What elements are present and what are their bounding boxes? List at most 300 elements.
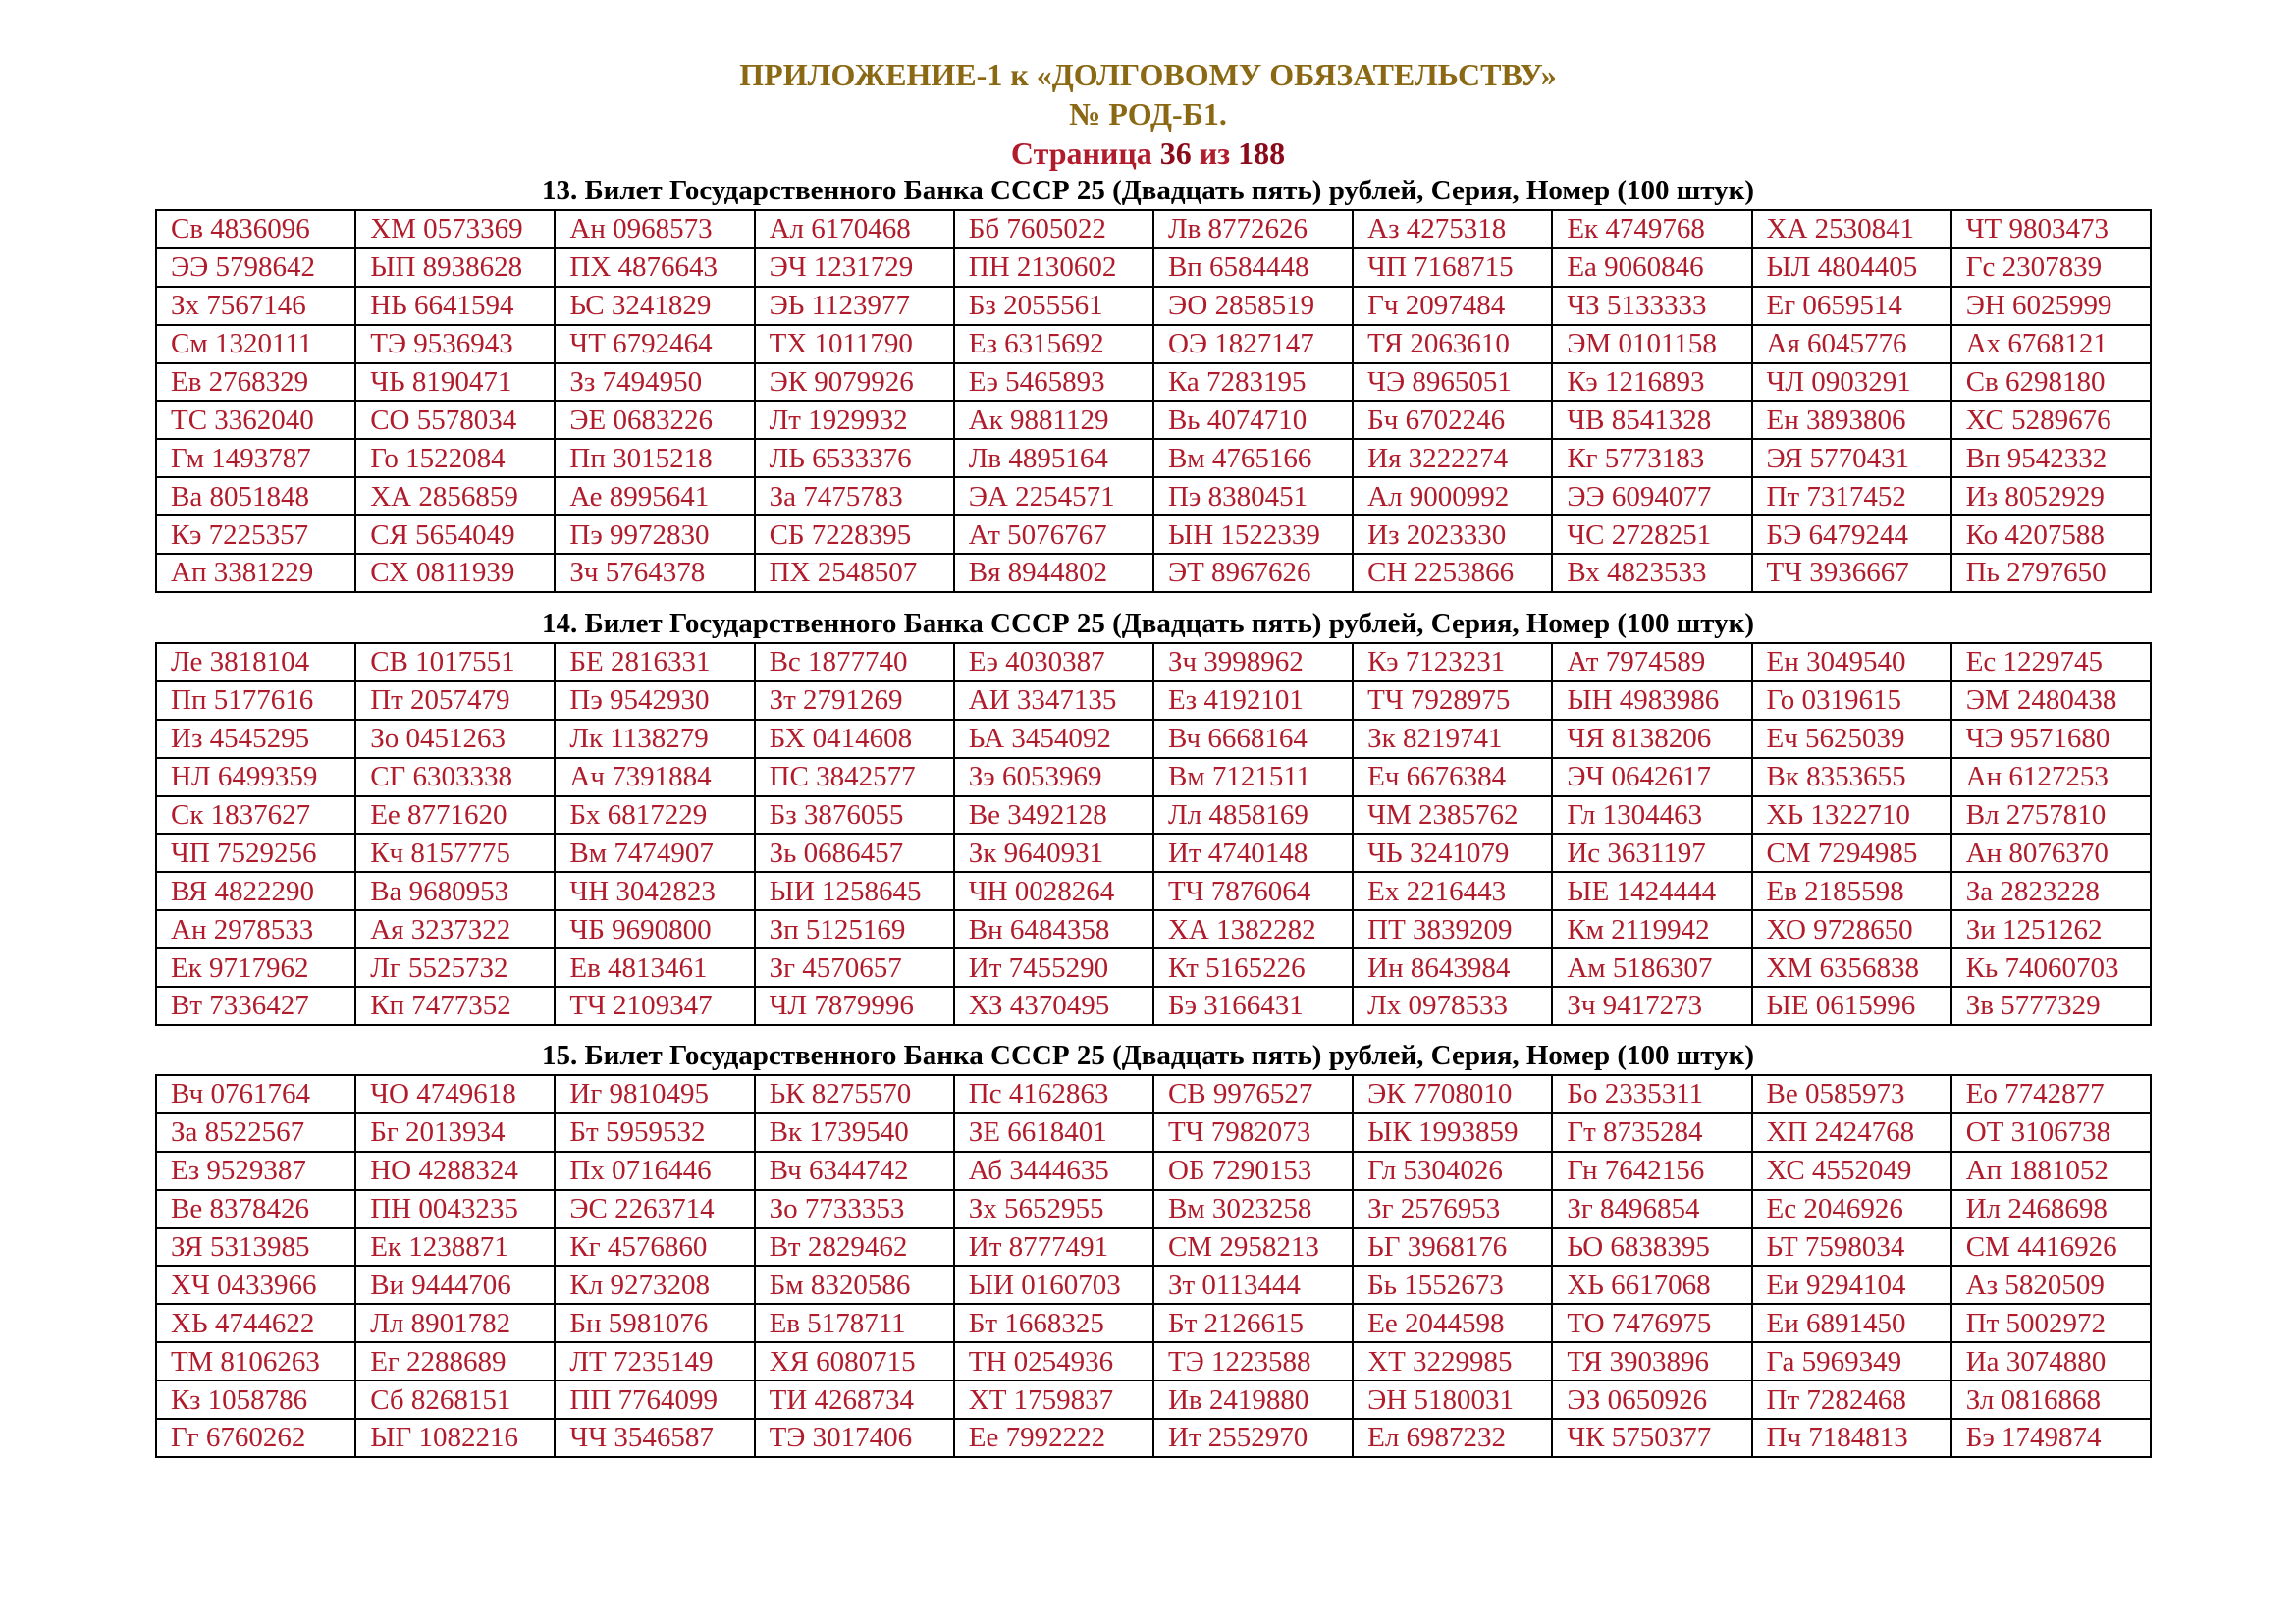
serial-cell: ЫК 1993859 [1353, 1113, 1552, 1152]
table-row [156, 910, 2151, 948]
serial-cell: ЧЬ 3241079 [1353, 834, 1552, 872]
section-title: 14. Билет Государственного Банка СССР 25 (Двадцать пять) рублей, Серия, Номер (100 штук) [541, 608, 1755, 639]
serial-cell: ЭЗ 0650926 [1552, 1380, 1751, 1419]
serial-cell: Аз 4275318 [1353, 210, 1552, 248]
table-row [156, 1113, 2151, 1152]
serial-cell: ПХ 2548507 [755, 554, 954, 592]
serial-cell: Пэ 9542930 [555, 681, 754, 720]
serial-cell: Ам 5186307 [1552, 948, 1751, 987]
serial-cell: ЧМ 2385762 [1353, 796, 1552, 835]
serial-cell: Сб 8268151 [355, 1380, 555, 1419]
table-row [156, 287, 2151, 325]
serial-cell: ЭО 2858519 [1153, 287, 1353, 325]
serial-cell: СМ 4416926 [1951, 1228, 2151, 1267]
serial-cell: ЬК 8275570 [755, 1075, 954, 1113]
serial-cell: Ве 0585973 [1752, 1075, 1951, 1113]
serial-cell: Вт 2829462 [755, 1228, 954, 1267]
serial-cell: Ен 3893806 [1752, 401, 1951, 439]
serial-cell: НЬ 6641594 [355, 287, 555, 325]
table-row [156, 439, 2151, 477]
serial-cell: ЭА 2254571 [954, 477, 1153, 515]
serial-cell: Зч 9417273 [1552, 987, 1751, 1025]
serial-cell: Кэ 7123231 [1353, 643, 1552, 681]
serial-cell: Гс 2307839 [1951, 248, 2151, 287]
serial-cell: Пс 4162863 [954, 1075, 1153, 1113]
serial-cell: Кэ 7225357 [156, 515, 355, 554]
serial-cell: БЭ 6479244 [1752, 515, 1951, 554]
serial-cell: ХМ 6356838 [1752, 948, 1951, 987]
serial-cell: ЛЬ 6533376 [755, 439, 954, 477]
serial-cell: ТЧ 7982073 [1153, 1113, 1353, 1152]
table-row [156, 210, 2151, 248]
serial-cell: ЧП 7529256 [156, 834, 355, 872]
serial-cell: Вм 4765166 [1153, 439, 1353, 477]
serial-cell: Зи 1251262 [1951, 910, 2151, 948]
table-row [156, 987, 2151, 1025]
serial-cell: Бт 5959532 [555, 1113, 754, 1152]
serial-cell: Кч 8157775 [355, 834, 555, 872]
serial-cell: Ск 1837627 [156, 796, 355, 835]
serial-cell: Бз 2055561 [954, 287, 1153, 325]
serial-cell: Ег 2288689 [355, 1342, 555, 1380]
serial-cell: Га 5969349 [1752, 1342, 1951, 1380]
serial-cell: Ес 2046926 [1752, 1190, 1951, 1228]
serial-cell: Ез 4192101 [1153, 681, 1353, 720]
table-row [156, 796, 2151, 835]
table-row [156, 1075, 2151, 1113]
serial-cell: СХ 0811939 [355, 554, 555, 592]
serial-cell: ЧЧ 3546587 [555, 1419, 754, 1457]
serial-cell: Еа 9060846 [1552, 248, 1751, 287]
serial-cell: Ве 3492128 [954, 796, 1153, 835]
serial-cell: Бч 6702246 [1353, 401, 1552, 439]
serial-cell: ЭЬ 1123977 [755, 287, 954, 325]
table-row [156, 834, 2151, 872]
serial-cell: Го 0319615 [1752, 681, 1951, 720]
serial-cell: ЭК 7708010 [1353, 1075, 1552, 1113]
serial-cell: Ил 2468698 [1951, 1190, 2151, 1228]
serial-cell: Кг 5773183 [1552, 439, 1751, 477]
serial-cell: Пь 2797650 [1951, 554, 2151, 592]
serial-cell: Зч 5764378 [555, 554, 754, 592]
serial-cell: ТИ 4268734 [755, 1380, 954, 1419]
serial-cell: ЬС 3241829 [555, 287, 754, 325]
serial-cell: Бг 2013934 [355, 1113, 555, 1152]
serial-cell: Бб 7605022 [954, 210, 1153, 248]
serial-cell: Зг 2576953 [1353, 1190, 1552, 1228]
page-total: 188 [1238, 135, 1286, 171]
serial-cell: Лк 1138279 [555, 720, 754, 758]
serial-cell: Ап 3381229 [156, 554, 355, 592]
serial-cell: ЬА 3454092 [954, 720, 1153, 758]
serial-cell: ХЯ 6080715 [755, 1342, 954, 1380]
serial-cell: Зг 8496854 [1552, 1190, 1751, 1228]
document-title: ПРИЛОЖЕНИЕ-1 к «ДОЛГОВОМУ ОБЯЗАТЕЛЬСТВУ» [739, 57, 1557, 92]
serial-cell: Аб 3444635 [954, 1152, 1153, 1190]
serial-cell: ЧН 3042823 [555, 872, 754, 910]
serial-cell: Ен 3049540 [1752, 643, 1951, 681]
serial-cell: Лх 0978533 [1353, 987, 1552, 1025]
serial-cell: ЧБ 9690800 [555, 910, 754, 948]
serial-cell: ХА 2530841 [1752, 210, 1951, 248]
serial-cell: ЭЧ 0642617 [1552, 758, 1751, 796]
serial-cell: СБ 7228395 [755, 515, 954, 554]
serial-cell: Зт 0113444 [1153, 1266, 1353, 1304]
serial-cell: ХМ 0573369 [355, 210, 555, 248]
serial-cell: ХЧ 0433966 [156, 1266, 355, 1304]
serial-cell: Лл 8901782 [355, 1304, 555, 1342]
serial-cell: ЧК 5750377 [1552, 1419, 1751, 1457]
serial-cell: Ез 9529387 [156, 1152, 355, 1190]
serial-cell: Вк 8353655 [1752, 758, 1951, 796]
serial-cell: Гл 5304026 [1353, 1152, 1552, 1190]
table-row [156, 1342, 2151, 1380]
serial-cell: Бэ 3166431 [1153, 987, 1353, 1025]
serial-cell: Ви 9444706 [355, 1266, 555, 1304]
serial-cell: НО 4288324 [355, 1152, 555, 1190]
table-row [156, 363, 2151, 402]
serial-cell: Зк 8219741 [1353, 720, 1552, 758]
serial-cell: ЧЗ 5133333 [1552, 287, 1751, 325]
serial-cell: Вк 1739540 [755, 1113, 954, 1152]
serial-cell: ТС 3362040 [156, 401, 355, 439]
serial-cell: Бх 6817229 [555, 796, 754, 835]
serial-cell: Кз 1058786 [156, 1380, 355, 1419]
serial-cell: Ач 7391884 [555, 758, 754, 796]
serial-number-table [155, 642, 2152, 1026]
serial-cell: Ин 8643984 [1353, 948, 1552, 987]
table-row [156, 1419, 2151, 1457]
serial-cell: ЫЕ 0615996 [1752, 987, 1951, 1025]
serial-cell: Пт 5002972 [1951, 1304, 2151, 1342]
serial-cell: Гм 1493787 [156, 439, 355, 477]
serial-cell: Ко 4207588 [1951, 515, 2151, 554]
serial-cell: Ит 7455290 [954, 948, 1153, 987]
serial-cell: Ев 4813461 [555, 948, 754, 987]
serial-cell: ЧВ 8541328 [1552, 401, 1751, 439]
serial-cell: Зь 0686457 [755, 834, 954, 872]
serial-cell: Ан 8076370 [1951, 834, 2151, 872]
serial-cell: Ех 2216443 [1353, 872, 1552, 910]
section-title: 15. Билет Государственного Банка СССР 25 (Двадцать пять) рублей, Серия, Номер (100 штук) [541, 1040, 1755, 1071]
serial-cell: ПН 2130602 [954, 248, 1153, 287]
serial-cell: ЭМ 0101158 [1552, 325, 1751, 363]
serial-cell: Зп 5125169 [755, 910, 954, 948]
table-row [156, 1380, 2151, 1419]
serial-cell: СН 2253866 [1353, 554, 1552, 592]
serial-cell: ТЧ 7928975 [1353, 681, 1552, 720]
serial-cell: Кь 74060703 [1951, 948, 2151, 987]
serial-cell: Еч 5625039 [1752, 720, 1951, 758]
serial-cell: Еэ 5465893 [954, 363, 1153, 402]
serial-cell: ХТ 1759837 [954, 1380, 1153, 1419]
serial-cell: Пт 2057479 [355, 681, 555, 720]
serial-cell: Св 4836096 [156, 210, 355, 248]
serial-cell: Зл 0816868 [1951, 1380, 2151, 1419]
serial-cell: Вм 7121511 [1153, 758, 1353, 796]
serial-cell: Кп 7477352 [355, 987, 555, 1025]
serial-cell: Ан 0968573 [555, 210, 754, 248]
table-row [156, 681, 2151, 720]
serial-cell: Пт 7317452 [1752, 477, 1951, 515]
serial-cell: ХП 2424768 [1752, 1113, 1951, 1152]
serial-cell: Из 4545295 [156, 720, 355, 758]
page-current: 36 [1159, 135, 1192, 171]
serial-cell: ОБ 7290153 [1153, 1152, 1353, 1190]
table-row [156, 554, 2151, 592]
serial-cell: ЧО 4749618 [355, 1075, 555, 1113]
serial-cell: Аз 5820509 [1951, 1266, 2151, 1304]
serial-cell: Зв 5777329 [1951, 987, 2151, 1025]
table-row [156, 872, 2151, 910]
serial-cell: ТЭ 3017406 [755, 1419, 954, 1457]
serial-cell: Ка 7283195 [1153, 363, 1353, 402]
serial-cell: ЫИ 1258645 [755, 872, 954, 910]
serial-cell: За 8522567 [156, 1113, 355, 1152]
serial-cell: Еч 6676384 [1353, 758, 1552, 796]
serial-cell: СМ 7294985 [1752, 834, 1951, 872]
serial-cell: Ат 5076767 [954, 515, 1153, 554]
table-row [156, 477, 2151, 515]
serial-cell: Вч 6344742 [755, 1152, 954, 1190]
serial-cell: Еи 6891450 [1752, 1304, 1951, 1342]
serial-cell: Вч 0761764 [156, 1075, 355, 1113]
serial-cell: СВ 9976527 [1153, 1075, 1353, 1113]
serial-cell: ТН 0254936 [954, 1342, 1153, 1380]
table-row [156, 720, 2151, 758]
serial-cell: Пэ 9972830 [555, 515, 754, 554]
serial-cell: Вп 9542332 [1951, 439, 2151, 477]
serial-cell: Ез 6315692 [954, 325, 1153, 363]
serial-cell: ЭН 5180031 [1353, 1380, 1552, 1419]
serial-cell: Бз 3876055 [755, 796, 954, 835]
serial-cell: Ев 5178711 [755, 1304, 954, 1342]
serial-cell: ЭЯ 5770431 [1752, 439, 1951, 477]
serial-cell: ХА 1382282 [1153, 910, 1353, 948]
serial-cell: Вч 6668164 [1153, 720, 1353, 758]
serial-cell: ЧП 7168715 [1353, 248, 1552, 287]
serial-cell: Зх 5652955 [954, 1190, 1153, 1228]
serial-cell: Ис 3631197 [1552, 834, 1751, 872]
serial-cell: Лт 1929932 [755, 401, 954, 439]
serial-cell: Ее 2044598 [1353, 1304, 1552, 1342]
serial-cell: ТЯ 2063610 [1353, 325, 1552, 363]
serial-cell: БЕ 2816331 [555, 643, 754, 681]
serial-cell: ТЧ 2109347 [555, 987, 754, 1025]
table-row [156, 643, 2151, 681]
serial-cell: Ия 3222274 [1353, 439, 1552, 477]
table-row [156, 401, 2151, 439]
serial-cell: СЯ 5654049 [355, 515, 555, 554]
serial-cell: Ва 9680953 [355, 872, 555, 910]
serial-cell: ТХ 1011790 [755, 325, 954, 363]
serial-cell: ХЬ 1322710 [1752, 796, 1951, 835]
serial-cell: Гл 1304463 [1552, 796, 1751, 835]
serial-cell: Ал 9000992 [1353, 477, 1552, 515]
serial-cell: Гг 6760262 [156, 1419, 355, 1457]
serial-cell: ХС 5289676 [1951, 401, 2151, 439]
serial-cell: ЧЛ 0903291 [1752, 363, 1951, 402]
table-row [156, 758, 2151, 796]
serial-cell: ЭК 9079926 [755, 363, 954, 402]
serial-cell: АИ 3347135 [954, 681, 1153, 720]
serial-cell: Из 8052929 [1951, 477, 2151, 515]
page-prefix: Страница [1010, 135, 1152, 171]
serial-cell: Вн 6484358 [954, 910, 1153, 948]
serial-cell: ЭМ 2480438 [1951, 681, 2151, 720]
page-counter [0, 135, 2296, 172]
serial-cell: Ая 3237322 [355, 910, 555, 948]
serial-cell: ЧЭ 9571680 [1951, 720, 2151, 758]
serial-cell: Ап 1881052 [1951, 1152, 2151, 1190]
serial-cell: Иа 3074880 [1951, 1342, 2151, 1380]
serial-cell: Зк 9640931 [954, 834, 1153, 872]
serial-cell: Ва 8051848 [156, 477, 355, 515]
serial-cell: Ев 2768329 [156, 363, 355, 402]
serial-cell: ЫГ 1082216 [355, 1419, 555, 1457]
serial-cell: Кл 9273208 [555, 1266, 754, 1304]
serial-cell: Ек 9717962 [156, 948, 355, 987]
serial-cell: СО 5578034 [355, 401, 555, 439]
serial-cell: Лв 8772626 [1153, 210, 1353, 248]
serial-cell: СГ 6303338 [355, 758, 555, 796]
serial-cell: Ае 8995641 [555, 477, 754, 515]
serial-cell: Ек 1238871 [355, 1228, 555, 1267]
serial-cell: ЭТ 8967626 [1153, 554, 1353, 592]
serial-cell: Бм 8320586 [755, 1266, 954, 1304]
serial-cell: Ел 6987232 [1353, 1419, 1552, 1457]
serial-cell: Ак 9881129 [954, 401, 1153, 439]
serial-cell: ЗЕ 6618401 [954, 1113, 1153, 1152]
serial-cell: ПС 3842577 [755, 758, 954, 796]
serial-number-table [155, 1074, 2152, 1458]
serial-cell: Вх 4823533 [1552, 554, 1751, 592]
serial-cell: ТЯ 3903896 [1552, 1342, 1751, 1380]
serial-cell: Пч 7184813 [1752, 1419, 1951, 1457]
section-title: 13. Билет Государственного Банка СССР 25 (Двадцать пять) рублей, Серия, Номер (100 штук) [541, 175, 1755, 206]
serial-cell: Лг 5525732 [355, 948, 555, 987]
serial-cell: Ал 6170468 [755, 210, 954, 248]
serial-cell: Св 6298180 [1951, 363, 2151, 402]
serial-cell: ЧЛ 7879996 [755, 987, 954, 1025]
serial-cell: ХО 9728650 [1752, 910, 1951, 948]
page-separator: из [1199, 135, 1231, 171]
serial-cell: ЭЭ 5798642 [156, 248, 355, 287]
serial-cell: Зх 7567146 [156, 287, 355, 325]
serial-cell: Км 2119942 [1552, 910, 1751, 948]
serial-cell: За 2823228 [1951, 872, 2151, 910]
table-row [156, 248, 2151, 287]
serial-cell: ПН 0043235 [355, 1190, 555, 1228]
serial-cell: ХЬ 4744622 [156, 1304, 355, 1342]
serial-cell: Бт 1668325 [954, 1304, 1153, 1342]
serial-cell: Вп 6584448 [1153, 248, 1353, 287]
table-row [156, 1266, 2151, 1304]
serial-cell: ЭЧ 1231729 [755, 248, 954, 287]
serial-cell: Ве 8378426 [156, 1190, 355, 1228]
serial-cell: Вс 1877740 [755, 643, 954, 681]
serial-cell: ЫЛ 4804405 [1752, 248, 1951, 287]
serial-cell: Из 2023330 [1353, 515, 1552, 554]
serial-cell: Зг 4570657 [755, 948, 954, 987]
serial-cell: Гт 8735284 [1552, 1113, 1751, 1152]
serial-cell: Ее 7992222 [954, 1419, 1153, 1457]
serial-cell: Зо 7733353 [755, 1190, 954, 1228]
serial-cell: Ее 8771620 [355, 796, 555, 835]
serial-cell: ЧН 0028264 [954, 872, 1153, 910]
serial-cell: Ив 2419880 [1153, 1380, 1353, 1419]
serial-cell: Ат 7974589 [1552, 643, 1751, 681]
table-row [156, 515, 2151, 554]
serial-cell: ТЭ 9536943 [355, 325, 555, 363]
serial-cell: Ит 4740148 [1153, 834, 1353, 872]
serial-cell: ЭЕ 0683226 [555, 401, 754, 439]
serial-cell: Ео 7742877 [1951, 1075, 2151, 1113]
serial-cell: ЛТ 7235149 [555, 1342, 754, 1380]
serial-cell: ЧТ 6792464 [555, 325, 754, 363]
serial-cell: Бь 1552673 [1353, 1266, 1552, 1304]
serial-cell: ЫИ 0160703 [954, 1266, 1153, 1304]
serial-cell: Кг 4576860 [555, 1228, 754, 1267]
table-row [156, 1228, 2151, 1267]
serial-cell: Вл 2757810 [1951, 796, 2151, 835]
serial-cell: ЭЭ 6094077 [1552, 477, 1751, 515]
serial-cell: ЬО 6838395 [1552, 1228, 1751, 1267]
serial-cell: Иг 9810495 [555, 1075, 754, 1113]
serial-cell: ЧТ 9803473 [1951, 210, 2151, 248]
serial-cell: ЧЭ 8965051 [1353, 363, 1552, 402]
serial-cell: ЗЯ 5313985 [156, 1228, 355, 1267]
serial-cell: Ит 8777491 [954, 1228, 1153, 1267]
serial-cell: Го 1522084 [355, 439, 555, 477]
serial-cell: Зч 3998962 [1153, 643, 1353, 681]
serial-cell: ТЭ 1223588 [1153, 1342, 1353, 1380]
table-row [156, 325, 2151, 363]
serial-cell: Вм 7474907 [555, 834, 754, 872]
serial-cell: Бн 5981076 [555, 1304, 754, 1342]
table-row [156, 1304, 2151, 1342]
document-number: № РОД-Б1. [1069, 96, 1227, 132]
serial-cell: Лл 4858169 [1153, 796, 1353, 835]
serial-cell: ТО 7476975 [1552, 1304, 1751, 1342]
table-row [156, 1152, 2151, 1190]
serial-cell: Ах 6768121 [1951, 325, 2151, 363]
serial-cell: Еи 9294104 [1752, 1266, 1951, 1304]
serial-cell: Зт 2791269 [755, 681, 954, 720]
serial-cell: Гн 7642156 [1552, 1152, 1751, 1190]
serial-cell: Ит 2552970 [1153, 1419, 1353, 1457]
serial-cell: Бо 2335311 [1552, 1075, 1751, 1113]
serial-cell: ТМ 8106263 [156, 1342, 355, 1380]
serial-cell: ЧЯ 8138206 [1552, 720, 1751, 758]
serial-cell: См 1320111 [156, 325, 355, 363]
serial-cell: ПП 7764099 [555, 1380, 754, 1419]
serial-cell: Вь 4074710 [1153, 401, 1353, 439]
serial-cell: ПТ 3839209 [1353, 910, 1552, 948]
serial-cell: ХА 2856859 [355, 477, 555, 515]
serial-cell: Пт 7282468 [1752, 1380, 1951, 1419]
serial-cell: Ег 0659514 [1752, 287, 1951, 325]
serial-cell: ЬГ 3968176 [1353, 1228, 1552, 1267]
serial-cell: ЫЕ 1424444 [1552, 872, 1751, 910]
serial-cell: Пх 0716446 [555, 1152, 754, 1190]
serial-cell: СВ 1017551 [355, 643, 555, 681]
serial-cell: ВЯ 4822290 [156, 872, 355, 910]
serial-cell: Кэ 1216893 [1552, 363, 1751, 402]
serial-cell: Гч 2097484 [1353, 287, 1552, 325]
serial-cell: Пп 5177616 [156, 681, 355, 720]
serial-cell: Вя 8944802 [954, 554, 1153, 592]
